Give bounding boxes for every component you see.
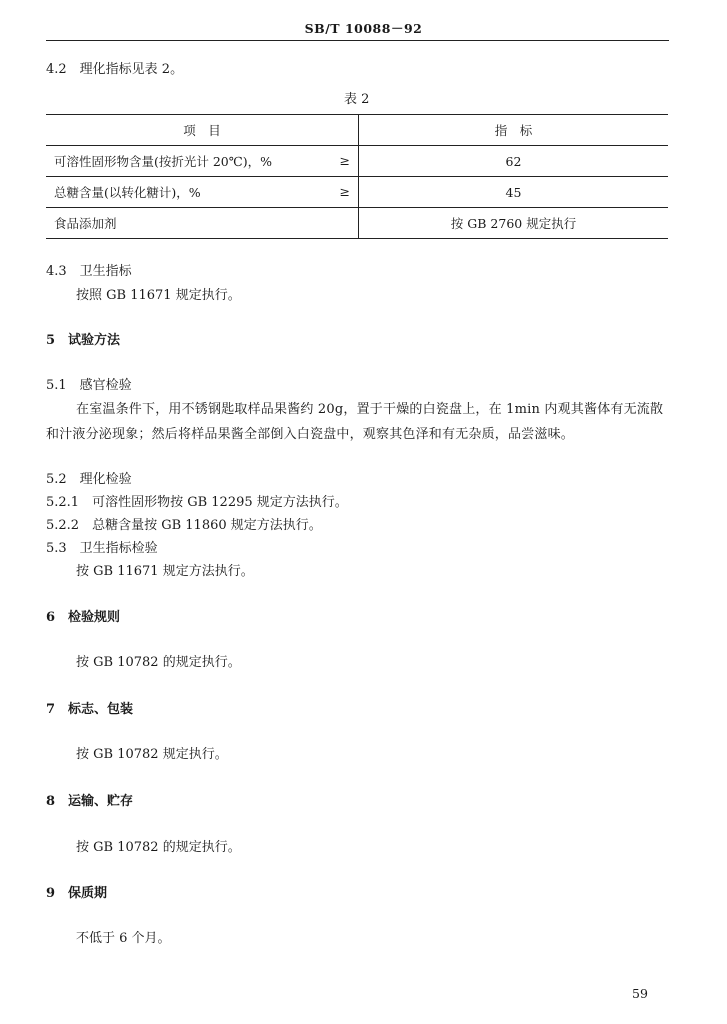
table-row <box>46 208 668 239</box>
item-label: 总糖含量(以转化糖计)，% <box>54 185 201 200</box>
section-6-text: 按 GB 10782 的规定执行。 <box>76 655 241 670</box>
section-4-3-text: 按照 GB 11671 规定执行。 <box>76 288 241 303</box>
table-cell-item <box>46 146 359 177</box>
ge-symbol: ≥ <box>339 153 350 168</box>
section-7-title: 7 标志、包装 <box>46 702 134 717</box>
section-4-2-text: 4.2 理化指标见表 2。 <box>46 62 184 77</box>
column-header-spec: 指 标 <box>359 115 669 146</box>
section-5-2-title: 5.2 理化检验 <box>46 472 132 487</box>
item-label: 食品添加剂 <box>54 216 117 231</box>
table-row <box>46 146 668 177</box>
spec-table <box>46 114 668 239</box>
section-5-1-title: 5.1 感官检验 <box>46 378 132 393</box>
table-caption: 表 2 <box>344 92 370 107</box>
section-7-text: 按 GB 10782 规定执行。 <box>76 747 228 762</box>
table-cell-item <box>46 208 359 239</box>
section-5-3-text: 按 GB 11671 规定方法执行。 <box>76 564 254 579</box>
table-row <box>46 177 668 208</box>
section-8-title: 8 运输、贮存 <box>46 794 134 809</box>
section-5-2-2-text: 5.2.2 总糖含量按 GB 11860 规定方法执行。 <box>46 518 322 533</box>
section-5-title: 5 试验方法 <box>46 333 121 348</box>
section-5-1-text: 在室温条件下，用不锈钢匙取样品果酱约 20g，置于干燥的白瓷盘上，在 1min 内观其酱体有无流散和汁液分泌现象；然后将样品果酱全部倒入白瓷盘中，观察其色泽和有无杂质，品尝滋味。 <box>46 402 664 442</box>
item-label: 可溶性固形物含量(按折光计 20℃)，% <box>54 154 272 169</box>
section-4-3-title: 4.3 卫生指标 <box>46 264 132 279</box>
table-cell-value: 按 GB 2760 规定执行 <box>359 208 669 239</box>
table-cell-value: 62 <box>359 146 669 177</box>
table-header-row <box>46 115 668 146</box>
section-9-title: 9 保质期 <box>46 886 108 901</box>
table-cell-value: 45 <box>359 177 669 208</box>
section-6-title: 6 检验规则 <box>46 610 121 625</box>
header-rule <box>46 40 669 41</box>
ge-symbol: ≥ <box>339 184 350 199</box>
section-5-2-1-text: 5.2.1 可溶性固形物按 GB 12295 规定方法执行。 <box>46 495 348 510</box>
standard-code-header: SB/T 10088－92 <box>304 21 423 36</box>
section-5-3-title: 5.3 卫生指标检验 <box>46 541 158 556</box>
table-cell-item <box>46 177 359 208</box>
section-8-text: 按 GB 10782 的规定执行。 <box>76 840 241 855</box>
page-number: 59 <box>632 986 648 1001</box>
column-header-item: 项 目 <box>46 115 359 146</box>
section-9-text: 不低于 6 个月。 <box>76 931 171 946</box>
